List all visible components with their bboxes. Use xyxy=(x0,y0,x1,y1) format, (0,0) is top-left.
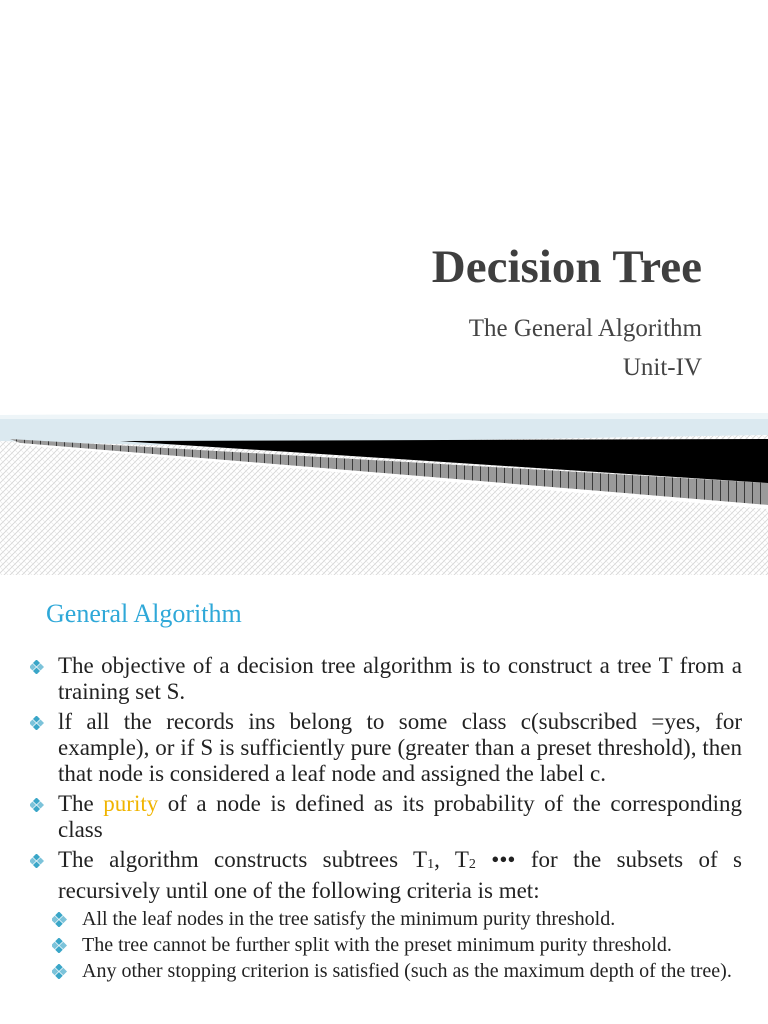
diamond-bullet-icon xyxy=(52,912,67,927)
diamond-bullet-icon xyxy=(30,798,44,812)
sub-bullet-text: All the leaf nodes in the tree satisfy the minimum purity threshold. xyxy=(82,908,616,930)
bullet-text-post: of a node is defined as its probability of the corresponding class xyxy=(58,791,742,842)
sub-bullet-item xyxy=(52,934,742,957)
bullet-item xyxy=(30,653,742,705)
sub-bullet-text: Any other stopping criterion is satisfied (such as the maximum depth of the tree). xyxy=(82,960,732,982)
subtitle-line-1: The General Algorithm xyxy=(468,315,702,342)
diamond-bullet-icon xyxy=(30,854,44,868)
bullet-text-pre: The xyxy=(58,791,104,816)
subscript-2: 2 xyxy=(468,857,476,872)
bullet-text-mid: , T xyxy=(434,847,469,872)
highlight-word: purity xyxy=(103,791,159,816)
diamond-bullet-icon xyxy=(30,716,44,730)
sub-bullet-item xyxy=(52,908,742,931)
bullet-text: lf all the records ins belong to some class c(subscribed =yes, for example), or if S is sufficiently pure (greater than a preset threshold), then that node is considered a leaf node and assigned the label c. xyxy=(58,709,742,786)
sub-bullet-text: The tree cannot be further split with the preset minimum purity threshold. xyxy=(82,934,672,956)
subscript-1: 1 xyxy=(427,857,435,872)
diamond-bullet-icon xyxy=(30,660,44,674)
bullet-list xyxy=(30,653,742,986)
bullet-item xyxy=(30,847,742,904)
subtitle-line-2: Unit-IV xyxy=(622,354,702,381)
slide-subtitle xyxy=(469,309,702,387)
content-slide xyxy=(0,575,768,1024)
diamond-bullet-icon xyxy=(52,964,67,979)
bullet-text xyxy=(58,847,742,903)
decorative-band xyxy=(0,405,768,575)
bullet-text: The objective of a decision tree algorithm is to construct a tree T from a training set S. xyxy=(58,653,742,704)
bullet-text-post: ••• for the subsets of s recursively until one of the following criteria is met: xyxy=(58,847,742,903)
bullet-text xyxy=(58,791,742,842)
diamond-bullet-icon xyxy=(52,938,67,953)
slide-title: Decision Tree xyxy=(431,241,702,293)
bullet-item xyxy=(30,709,742,787)
bullet-item xyxy=(30,791,742,843)
slide-heading: General Algorithm xyxy=(46,599,242,628)
bullet-text-pre: The algorithm constructs subtrees T xyxy=(58,847,428,872)
sub-bullet-item xyxy=(52,960,742,983)
